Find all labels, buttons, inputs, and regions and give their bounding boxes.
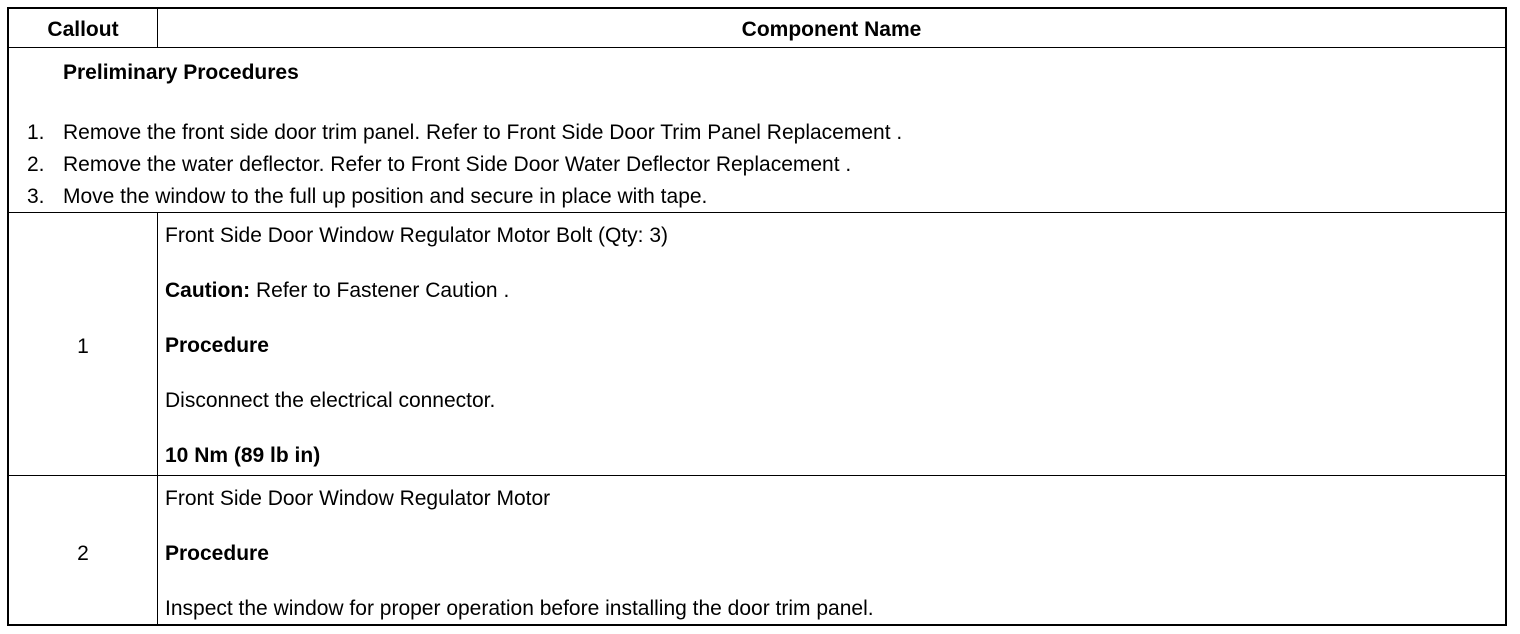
callout-cell	[9, 213, 158, 475]
procedure-label: Procedure	[165, 334, 269, 357]
step-text: Remove the front side door trim panel. Refer to Front Side Door Trim Panel Replacement .	[63, 121, 903, 144]
component-name-cell	[158, 213, 1505, 475]
callout-number: 2	[77, 542, 89, 565]
caution-text: Refer to Fastener Caution .	[250, 279, 510, 302]
list-item	[27, 117, 902, 149]
table-row	[9, 213, 1505, 476]
caution-note	[165, 279, 509, 303]
list-item	[27, 149, 902, 181]
component-name-header-cell	[158, 9, 1505, 47]
step-number: 1.	[27, 121, 45, 144]
component-name-cell	[158, 476, 1505, 624]
preliminary-procedures-title: Preliminary Procedures	[63, 61, 299, 84]
callout-cell	[9, 476, 158, 624]
preliminary-procedures-row	[9, 48, 1505, 213]
component-name-column-header: Component Name	[741, 18, 922, 41]
callout-header-cell	[9, 9, 158, 47]
preliminary-steps-list	[27, 117, 902, 213]
step-text: Remove the water deflector. Refer to Front Side Door Water Deflector Replacement .	[63, 153, 852, 176]
procedure-text: Inspect the window for proper operation before installing the door trim panel.	[165, 597, 874, 620]
step-number: 3.	[27, 185, 45, 208]
list-item	[27, 181, 902, 213]
component-table	[7, 7, 1507, 626]
table-header-row	[9, 9, 1505, 48]
procedure-text: Disconnect the electrical connector.	[165, 389, 496, 412]
step-text: Move the window to the full up position and secure in place with tape.	[63, 185, 708, 208]
step-number: 2.	[27, 153, 45, 176]
caution-label: Caution:	[165, 279, 251, 302]
torque-spec: 10 Nm (89 lb in)	[165, 444, 321, 467]
procedure-label: Procedure	[165, 542, 269, 565]
callout-column-header: Callout	[47, 18, 119, 41]
component-name: Front Side Door Window Regulator Motor Bolt (Qty: 3)	[165, 224, 669, 247]
component-name: Front Side Door Window Regulator Motor	[165, 487, 551, 510]
callout-number: 1	[77, 335, 89, 358]
table-row	[9, 476, 1505, 624]
